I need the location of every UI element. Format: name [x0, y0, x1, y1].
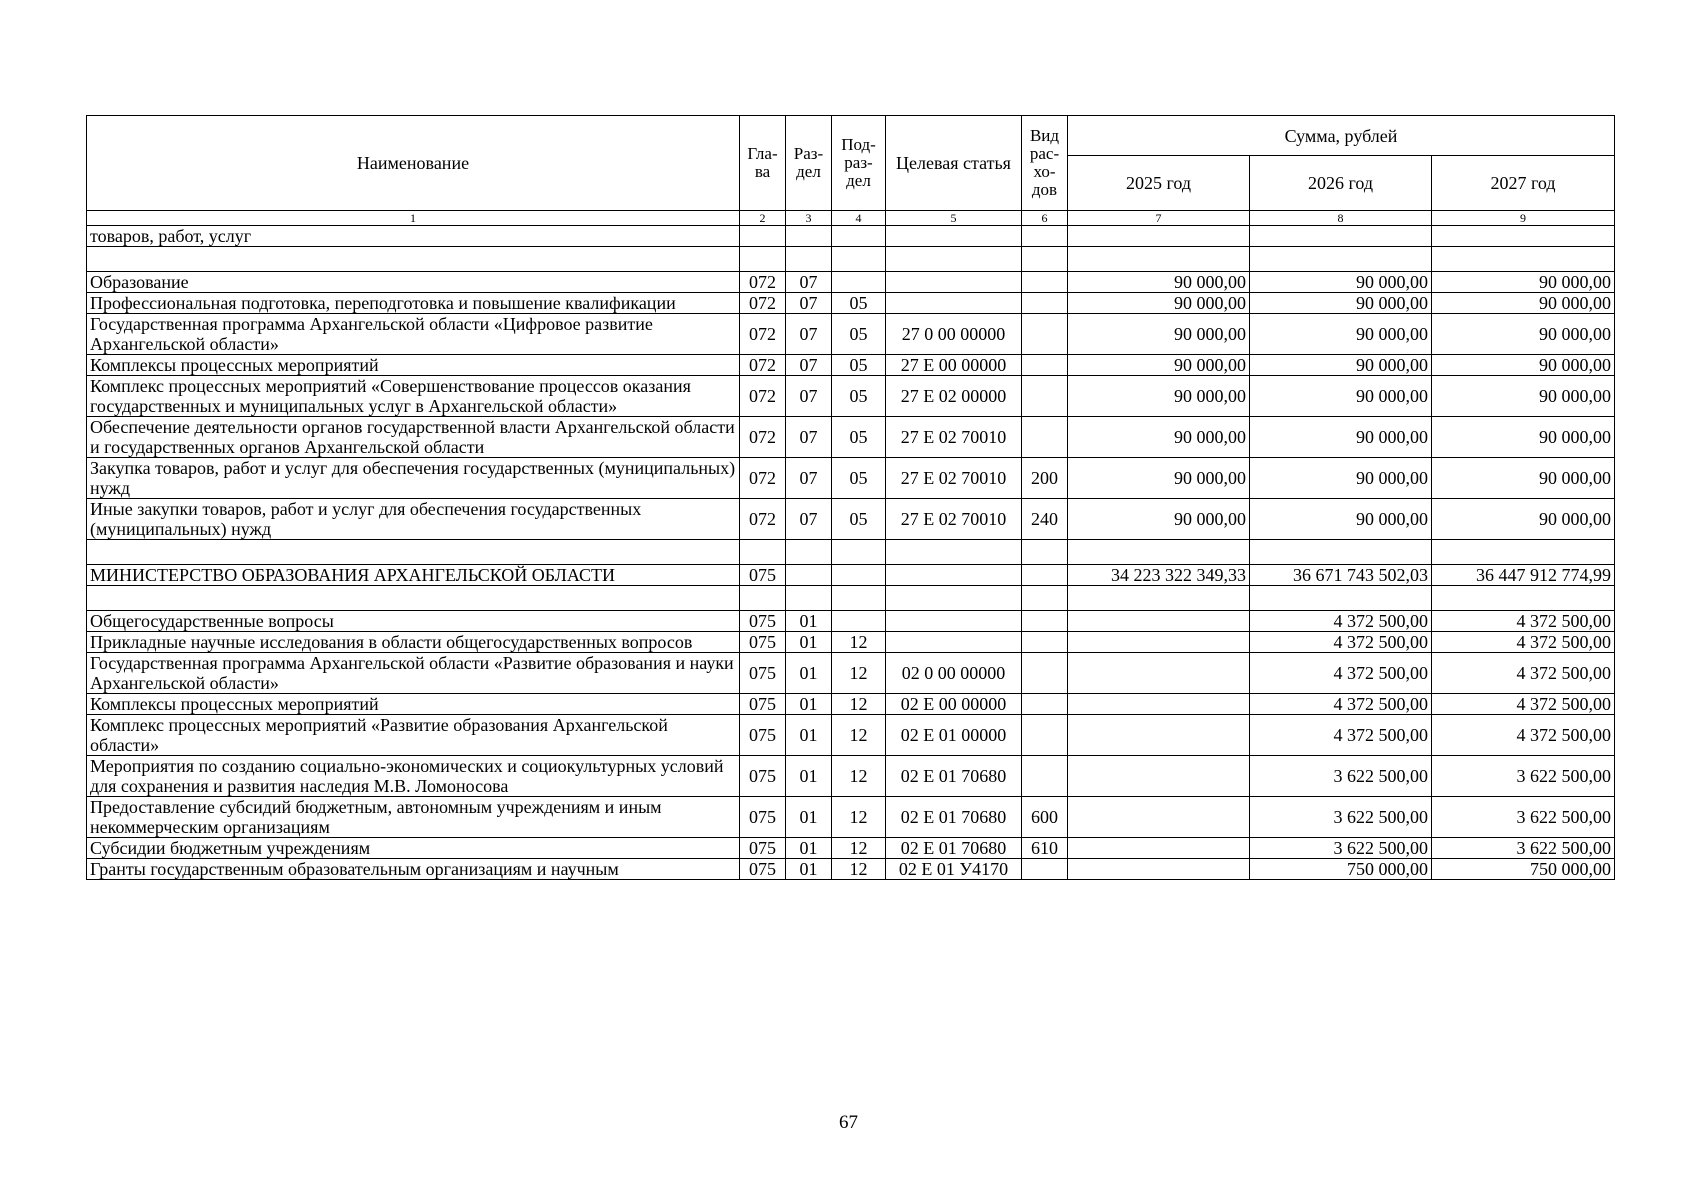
row-vid-rashodov — [1022, 715, 1068, 756]
row-sum-2026: 750 000,00 — [1250, 859, 1432, 880]
row-sum-2026: 4 372 500,00 — [1250, 653, 1432, 694]
table-row — [87, 226, 1615, 247]
header-year-2027: 2027 год — [1432, 156, 1615, 211]
row-glava: 075 — [740, 859, 786, 880]
row-glava: 072 — [740, 272, 786, 293]
column-number: 6 — [1022, 211, 1068, 226]
row-name: Комплексы процессных мероприятий — [87, 694, 740, 715]
blank-row — [87, 247, 1615, 272]
row-sum-2027: 4 372 500,00 — [1432, 611, 1615, 632]
row-name: товаров, работ, услуг — [87, 226, 740, 247]
row-name: Общегосударственные вопросы — [87, 611, 740, 632]
row-celevaya-statya — [886, 586, 1022, 611]
row-sum-2026: 90 000,00 — [1250, 314, 1432, 355]
row-razdel: 07 — [786, 458, 832, 499]
column-number: 3 — [786, 211, 832, 226]
row-vid-rashodov — [1022, 694, 1068, 715]
row-razdel: 01 — [786, 838, 832, 859]
row-sum-2026 — [1250, 586, 1432, 611]
header-vid-rashodov: Вид рас-хо-дов — [1022, 116, 1068, 211]
row-sum-2025 — [1068, 715, 1250, 756]
row-vid-rashodov: 600 — [1022, 797, 1068, 838]
table-row — [87, 756, 1615, 797]
row-sum-2027: 90 000,00 — [1432, 355, 1615, 376]
row-name: Комплекс процессных мероприятий «Развитие образования Архангельской области» — [87, 715, 740, 756]
row-razdel: 01 — [786, 653, 832, 694]
row-name: Прикладные научные исследования в области общегосударственных вопросов — [87, 632, 740, 653]
row-vid-rashodov — [1022, 417, 1068, 458]
row-celevaya-statya: 27 Е 02 00000 — [886, 376, 1022, 417]
header-razdel: Раз-дел — [786, 116, 832, 211]
row-podrazdel — [832, 611, 886, 632]
row-razdel: 07 — [786, 314, 832, 355]
blank-row — [87, 540, 1615, 565]
row-razdel — [786, 540, 832, 565]
row-sum-2026: 36 671 743 502,03 — [1250, 565, 1432, 586]
row-podrazdel: 05 — [832, 499, 886, 540]
row-sum-2025: 34 223 322 349,33 — [1068, 565, 1250, 586]
row-sum-2025 — [1068, 632, 1250, 653]
row-sum-2027: 36 447 912 774,99 — [1432, 565, 1615, 586]
row-razdel: 07 — [786, 355, 832, 376]
row-vid-rashodov — [1022, 565, 1068, 586]
row-sum-2025 — [1068, 247, 1250, 272]
row-razdel: 01 — [786, 859, 832, 880]
row-celevaya-statya — [886, 611, 1022, 632]
row-razdel — [786, 226, 832, 247]
row-sum-2027: 90 000,00 — [1432, 272, 1615, 293]
header-summa: Сумма, рублей — [1068, 116, 1615, 156]
row-name: Профессиональная подготовка, переподготовка и повышение квалификации — [87, 293, 740, 314]
table-header — [87, 116, 1615, 226]
row-name: Гранты государственным образовательным организациям и научным — [87, 859, 740, 880]
table-row — [87, 376, 1615, 417]
row-celevaya-statya: 27 Е 02 70010 — [886, 458, 1022, 499]
row-celevaya-statya — [886, 632, 1022, 653]
row-podrazdel: 12 — [832, 653, 886, 694]
row-vid-rashodov — [1022, 355, 1068, 376]
row-razdel — [786, 586, 832, 611]
row-celevaya-statya — [886, 272, 1022, 293]
row-celevaya-statya: 02 Е 01 00000 — [886, 715, 1022, 756]
row-vid-rashodov: 610 — [1022, 838, 1068, 859]
table-row — [87, 715, 1615, 756]
column-number: 7 — [1068, 211, 1250, 226]
row-glava: 075 — [740, 715, 786, 756]
row-podrazdel — [832, 540, 886, 565]
table-row — [87, 314, 1615, 355]
row-sum-2025: 90 000,00 — [1068, 355, 1250, 376]
row-podrazdel: 12 — [832, 694, 886, 715]
header-year-2026: 2026 год — [1250, 156, 1432, 211]
header-celevaya-statya: Целевая статья — [886, 116, 1022, 211]
row-podrazdel — [832, 272, 886, 293]
row-glava: 075 — [740, 756, 786, 797]
row-name: Закупка товаров, работ и услуг для обеспечения государственных (муниципальных) нужд — [87, 458, 740, 499]
row-sum-2027: 4 372 500,00 — [1432, 694, 1615, 715]
row-celevaya-statya: 02 Е 01 У4170 — [886, 859, 1022, 880]
row-name: Иные закупки товаров, работ и услуг для обеспечения государственных (муниципальных) нужд — [87, 499, 740, 540]
row-sum-2027: 4 372 500,00 — [1432, 715, 1615, 756]
table-row — [87, 653, 1615, 694]
row-razdel: 01 — [786, 694, 832, 715]
row-razdel: 01 — [786, 756, 832, 797]
row-sum-2027 — [1432, 540, 1615, 565]
row-vid-rashodov — [1022, 376, 1068, 417]
row-glava — [740, 540, 786, 565]
row-name: Субсидии бюджетным учреждениям — [87, 838, 740, 859]
table-row — [87, 694, 1615, 715]
row-glava: 072 — [740, 458, 786, 499]
column-number: 1 — [87, 211, 740, 226]
row-vid-rashodov — [1022, 586, 1068, 611]
row-celevaya-statya — [886, 226, 1022, 247]
row-sum-2026: 90 000,00 — [1250, 458, 1432, 499]
column-number: 8 — [1250, 211, 1432, 226]
table-row — [87, 611, 1615, 632]
row-razdel: 01 — [786, 632, 832, 653]
table-row — [87, 355, 1615, 376]
row-sum-2027: 90 000,00 — [1432, 499, 1615, 540]
row-sum-2026: 4 372 500,00 — [1250, 611, 1432, 632]
row-sum-2025: 90 000,00 — [1068, 293, 1250, 314]
row-sum-2025 — [1068, 226, 1250, 247]
row-celevaya-statya: 27 Е 02 70010 — [886, 499, 1022, 540]
row-sum-2025 — [1068, 540, 1250, 565]
row-sum-2025: 90 000,00 — [1068, 314, 1250, 355]
row-sum-2027: 4 372 500,00 — [1432, 632, 1615, 653]
row-celevaya-statya — [886, 540, 1022, 565]
header-glava: Гла-ва — [740, 116, 786, 211]
column-number: 4 — [832, 211, 886, 226]
row-celevaya-statya: 02 Е 01 70680 — [886, 838, 1022, 859]
row-sum-2026: 4 372 500,00 — [1250, 715, 1432, 756]
row-vid-rashodov — [1022, 611, 1068, 632]
row-glava: 072 — [740, 499, 786, 540]
row-glava: 075 — [740, 632, 786, 653]
row-razdel: 07 — [786, 376, 832, 417]
row-razdel: 01 — [786, 611, 832, 632]
row-celevaya-statya: 02 Е 00 00000 — [886, 694, 1022, 715]
table-row — [87, 859, 1615, 880]
row-name: Комплексы процессных мероприятий — [87, 355, 740, 376]
row-name: Государственная программа Архангельской области «Цифровое развитие Архангельской области» — [87, 314, 740, 355]
row-sum-2027: 90 000,00 — [1432, 314, 1615, 355]
row-name: Мероприятия по созданию социально-экономических и социокультурных условий для сохранения и развития наследия М.В. Ломоносова — [87, 756, 740, 797]
row-name — [87, 247, 740, 272]
row-vid-rashodov — [1022, 632, 1068, 653]
column-number: 5 — [886, 211, 1022, 226]
row-celevaya-statya: 27 Е 02 70010 — [886, 417, 1022, 458]
row-celevaya-statya — [886, 565, 1022, 586]
row-sum-2025 — [1068, 859, 1250, 880]
row-sum-2026: 3 622 500,00 — [1250, 838, 1432, 859]
row-sum-2025 — [1068, 611, 1250, 632]
column-number: 2 — [740, 211, 786, 226]
table-row — [87, 458, 1615, 499]
column-number-row — [87, 211, 1615, 226]
row-podrazdel — [832, 247, 886, 272]
row-sum-2026: 90 000,00 — [1250, 272, 1432, 293]
table-body — [87, 226, 1615, 880]
row-vid-rashodov: 240 — [1022, 499, 1068, 540]
row-glava: 072 — [740, 355, 786, 376]
row-vid-rashodov — [1022, 653, 1068, 694]
row-vid-rashodov — [1022, 272, 1068, 293]
row-sum-2025 — [1068, 756, 1250, 797]
row-glava: 072 — [740, 417, 786, 458]
row-sum-2027 — [1432, 247, 1615, 272]
table-row — [87, 293, 1615, 314]
row-podrazdel: 12 — [832, 797, 886, 838]
row-name: Комплекс процессных мероприятий «Совершенствование процессов оказания государственных и муниципальных услуг в Архангельской области» — [87, 376, 740, 417]
row-sum-2026: 3 622 500,00 — [1250, 756, 1432, 797]
row-glava: 072 — [740, 293, 786, 314]
table-row — [87, 838, 1615, 859]
row-sum-2026 — [1250, 540, 1432, 565]
row-name: МИНИСТЕРСТВО ОБРАЗОВАНИЯ АРХАНГЕЛЬСКОЙ ОБЛАСТИ — [87, 565, 740, 586]
row-vid-rashodov — [1022, 756, 1068, 797]
row-vid-rashodov — [1022, 859, 1068, 880]
row-vid-rashodov: 200 — [1022, 458, 1068, 499]
row-glava: 072 — [740, 314, 786, 355]
row-sum-2026: 90 000,00 — [1250, 355, 1432, 376]
row-celevaya-statya: 02 Е 01 70680 — [886, 797, 1022, 838]
row-sum-2025: 90 000,00 — [1068, 272, 1250, 293]
row-podrazdel: 12 — [832, 838, 886, 859]
row-podrazdel — [832, 226, 886, 247]
row-podrazdel: 05 — [832, 355, 886, 376]
page-number: 67 — [839, 1112, 858, 1133]
row-sum-2025 — [1068, 653, 1250, 694]
row-celevaya-statya — [886, 247, 1022, 272]
row-glava — [740, 226, 786, 247]
row-vid-rashodov — [1022, 247, 1068, 272]
row-sum-2027: 90 000,00 — [1432, 417, 1615, 458]
table-row — [87, 499, 1615, 540]
row-glava: 075 — [740, 611, 786, 632]
row-vid-rashodov — [1022, 314, 1068, 355]
table-row — [87, 272, 1615, 293]
row-vid-rashodov — [1022, 226, 1068, 247]
row-name: Образование — [87, 272, 740, 293]
row-sum-2027: 3 622 500,00 — [1432, 797, 1615, 838]
row-podrazdel: 12 — [832, 756, 886, 797]
row-sum-2026 — [1250, 247, 1432, 272]
row-celevaya-statya — [886, 293, 1022, 314]
row-glava — [740, 247, 786, 272]
row-name — [87, 586, 740, 611]
row-name: Обеспечение деятельности органов государственной власти Архангельской области и государственных органов Архангельской области — [87, 417, 740, 458]
row-razdel: 07 — [786, 417, 832, 458]
table-row — [87, 632, 1615, 653]
row-sum-2025 — [1068, 586, 1250, 611]
header-year-2025: 2025 год — [1068, 156, 1250, 211]
row-sum-2026: 3 622 500,00 — [1250, 797, 1432, 838]
row-glava — [740, 586, 786, 611]
row-sum-2027 — [1432, 586, 1615, 611]
row-podrazdel: 05 — [832, 314, 886, 355]
row-sum-2025 — [1068, 694, 1250, 715]
row-sum-2026: 90 000,00 — [1250, 376, 1432, 417]
row-sum-2025 — [1068, 838, 1250, 859]
row-sum-2025: 90 000,00 — [1068, 458, 1250, 499]
row-sum-2026: 90 000,00 — [1250, 293, 1432, 314]
row-podrazdel: 05 — [832, 458, 886, 499]
table-row — [87, 417, 1615, 458]
row-sum-2025 — [1068, 797, 1250, 838]
row-podrazdel: 05 — [832, 293, 886, 314]
table-row — [87, 797, 1615, 838]
row-glava: 072 — [740, 376, 786, 417]
row-podrazdel: 05 — [832, 376, 886, 417]
row-podrazdel: 12 — [832, 859, 886, 880]
row-sum-2026: 90 000,00 — [1250, 499, 1432, 540]
row-sum-2025: 90 000,00 — [1068, 376, 1250, 417]
row-podrazdel — [832, 586, 886, 611]
blank-row — [87, 586, 1615, 611]
row-podrazdel: 12 — [832, 715, 886, 756]
row-sum-2027: 90 000,00 — [1432, 458, 1615, 499]
row-sum-2027 — [1432, 226, 1615, 247]
row-celevaya-statya: 02 0 00 00000 — [886, 653, 1022, 694]
row-celevaya-statya: 27 0 00 00000 — [886, 314, 1022, 355]
row-glava: 075 — [740, 797, 786, 838]
header-name: Наименование — [87, 116, 740, 211]
row-podrazdel: 05 — [832, 417, 886, 458]
row-razdel: 07 — [786, 499, 832, 540]
row-razdel — [786, 565, 832, 586]
row-sum-2027: 4 372 500,00 — [1432, 653, 1615, 694]
row-sum-2026: 4 372 500,00 — [1250, 694, 1432, 715]
row-sum-2027: 90 000,00 — [1432, 293, 1615, 314]
column-number: 9 — [1432, 211, 1615, 226]
row-name: Предоставление субсидий бюджетным, автономным учреждениям и иным некоммерческим организациям — [87, 797, 740, 838]
row-razdel: 07 — [786, 293, 832, 314]
budget-table — [86, 115, 1615, 880]
row-sum-2027: 90 000,00 — [1432, 376, 1615, 417]
row-podrazdel: 12 — [832, 632, 886, 653]
table-row — [87, 565, 1615, 586]
row-vid-rashodov — [1022, 293, 1068, 314]
row-glava: 075 — [740, 694, 786, 715]
row-celevaya-statya: 27 Е 00 00000 — [886, 355, 1022, 376]
row-sum-2027: 3 622 500,00 — [1432, 756, 1615, 797]
row-razdel: 01 — [786, 715, 832, 756]
row-razdel: 07 — [786, 272, 832, 293]
row-sum-2026 — [1250, 226, 1432, 247]
row-razdel: 01 — [786, 797, 832, 838]
row-sum-2025: 90 000,00 — [1068, 499, 1250, 540]
row-sum-2027: 3 622 500,00 — [1432, 838, 1615, 859]
row-celevaya-statya: 02 Е 01 70680 — [886, 756, 1022, 797]
row-podrazdel — [832, 565, 886, 586]
row-sum-2026: 90 000,00 — [1250, 417, 1432, 458]
header-podrazdel: Под-раз-дел — [832, 116, 886, 211]
row-sum-2026: 4 372 500,00 — [1250, 632, 1432, 653]
row-razdel — [786, 247, 832, 272]
row-name: Государственная программа Архангельской области «Развитие образования и науки Архангельской области» — [87, 653, 740, 694]
row-sum-2027: 750 000,00 — [1432, 859, 1615, 880]
row-name — [87, 540, 740, 565]
row-glava: 075 — [740, 653, 786, 694]
row-sum-2025: 90 000,00 — [1068, 417, 1250, 458]
row-vid-rashodov — [1022, 540, 1068, 565]
row-glava: 075 — [740, 838, 786, 859]
row-glava: 075 — [740, 565, 786, 586]
